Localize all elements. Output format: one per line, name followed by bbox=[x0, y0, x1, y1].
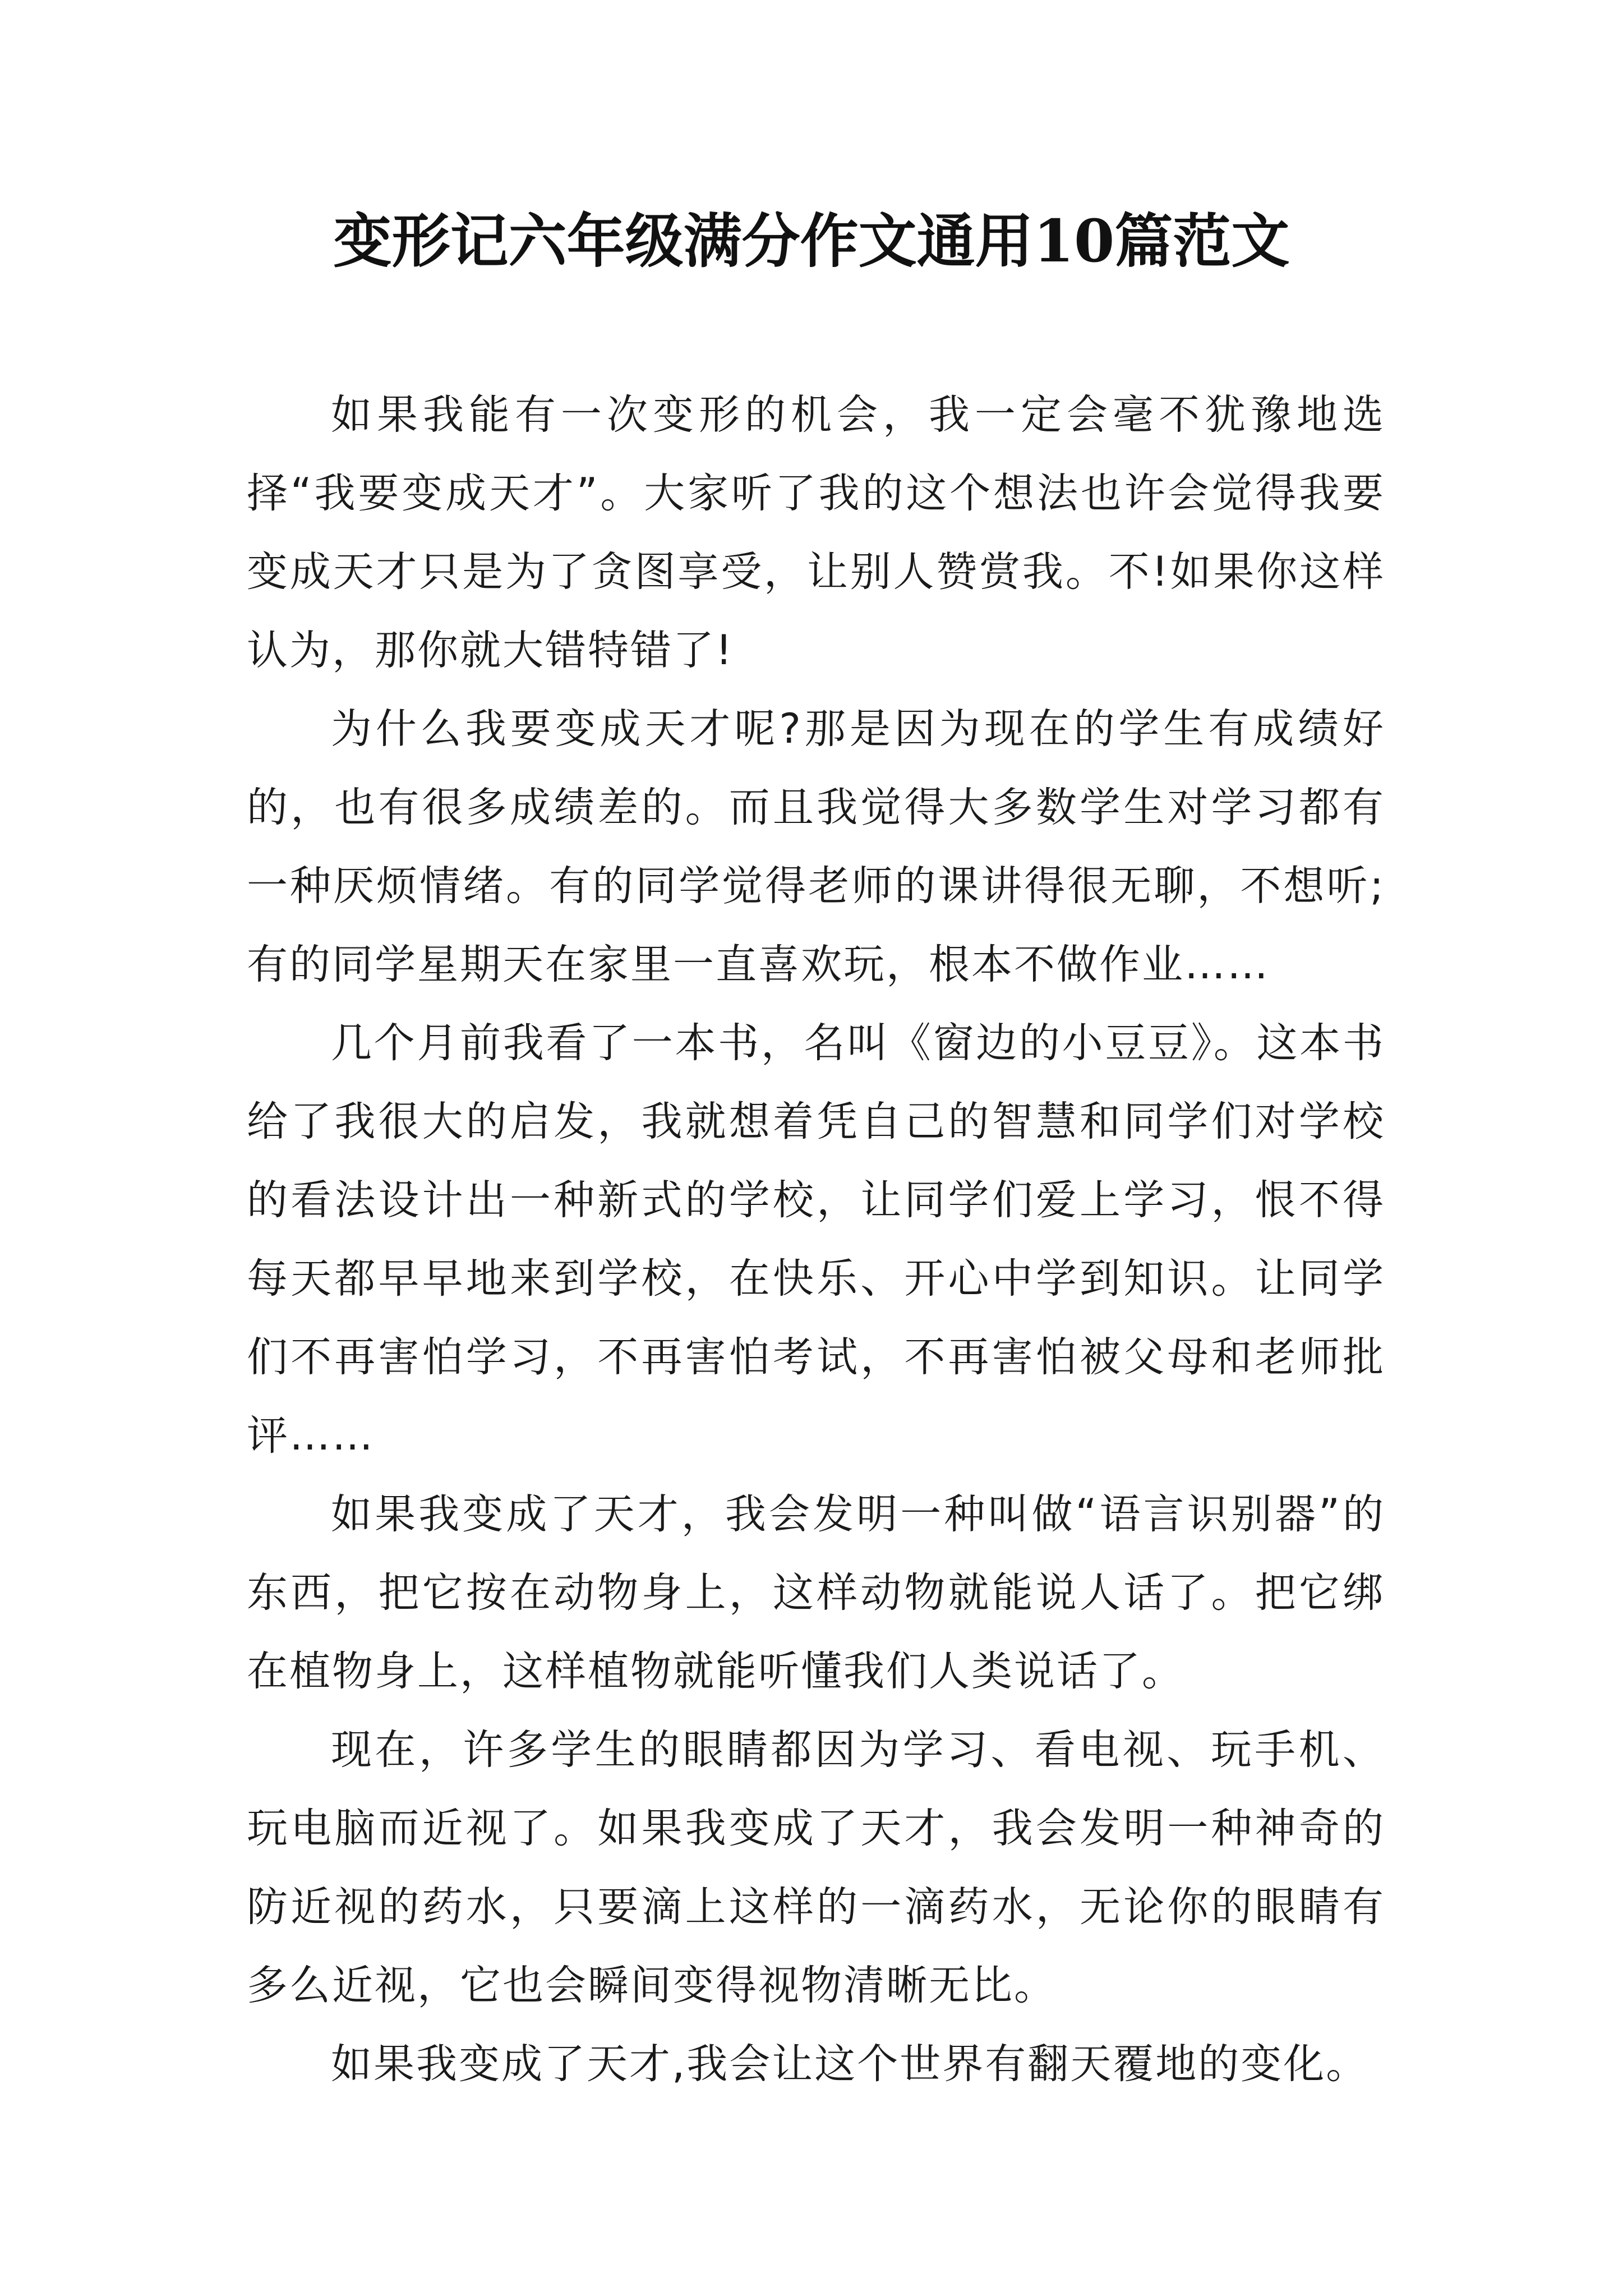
document-body bbox=[247, 376, 1385, 2104]
paragraph-5: 现在，许多学生的眼睛都因为学习、看电视、玩手机、玩电脑而近视了。如果我变成了天才，我会发明一种神奇的防近视的药水，只要滴上这样的一滴药水，无论你的眼睛有多么近视，它也会瞬间变得视物清晰无比。 bbox=[247, 1726, 1385, 2009]
paragraph-3: 几个月前我看了一本书，名叫《窗边的小豆豆》。这本书给了我很大的启发，我就想着凭自己的智慧和同学们对学校的看法设计出一种新式的学校，让同学们爱上学习，恨不得每天都早早地来到学校，在快乐、开心中学到知识。让同学们不再害怕学习，不再害怕考试，不再害怕被父母和老师批评…… bbox=[247, 1019, 1385, 1460]
paragraph-6: 如果我变成了天才,我会让这个世界有翻天覆地的变化。 bbox=[331, 2040, 1369, 2088]
document-title: 变形记六年级满分作文通用10篇范文 bbox=[333, 206, 1290, 275]
paragraph-4: 如果我变成了天才，我会发明一种叫做“语言识别器”的东西，把它按在动物身上，这样动物就能说人话了。把它绑在植物身上，这样植物就能听懂我们人类说话了。 bbox=[247, 1490, 1385, 1695]
paragraph-2: 为什么我要变成天才呢?那是因为现在的学生有成绩好的，也有很多成绩差的。而且我觉得大多数学生对学习都有一种厌烦情绪。有的同学觉得老师的课讲得很无聊，不想听;有的同学星期天在家里一直喜欢玩，根本不做作业…… bbox=[247, 705, 1385, 988]
paragraph-1: 如果我能有一次变形的机会，我一定会毫不犹豫地选择“我要变成天才”。大家听了我的这个想法也许会觉得我要变成天才只是为了贪图享受，让别人赞赏我。不!如果你这样认为，那你就大错特错了! bbox=[247, 391, 1385, 674]
